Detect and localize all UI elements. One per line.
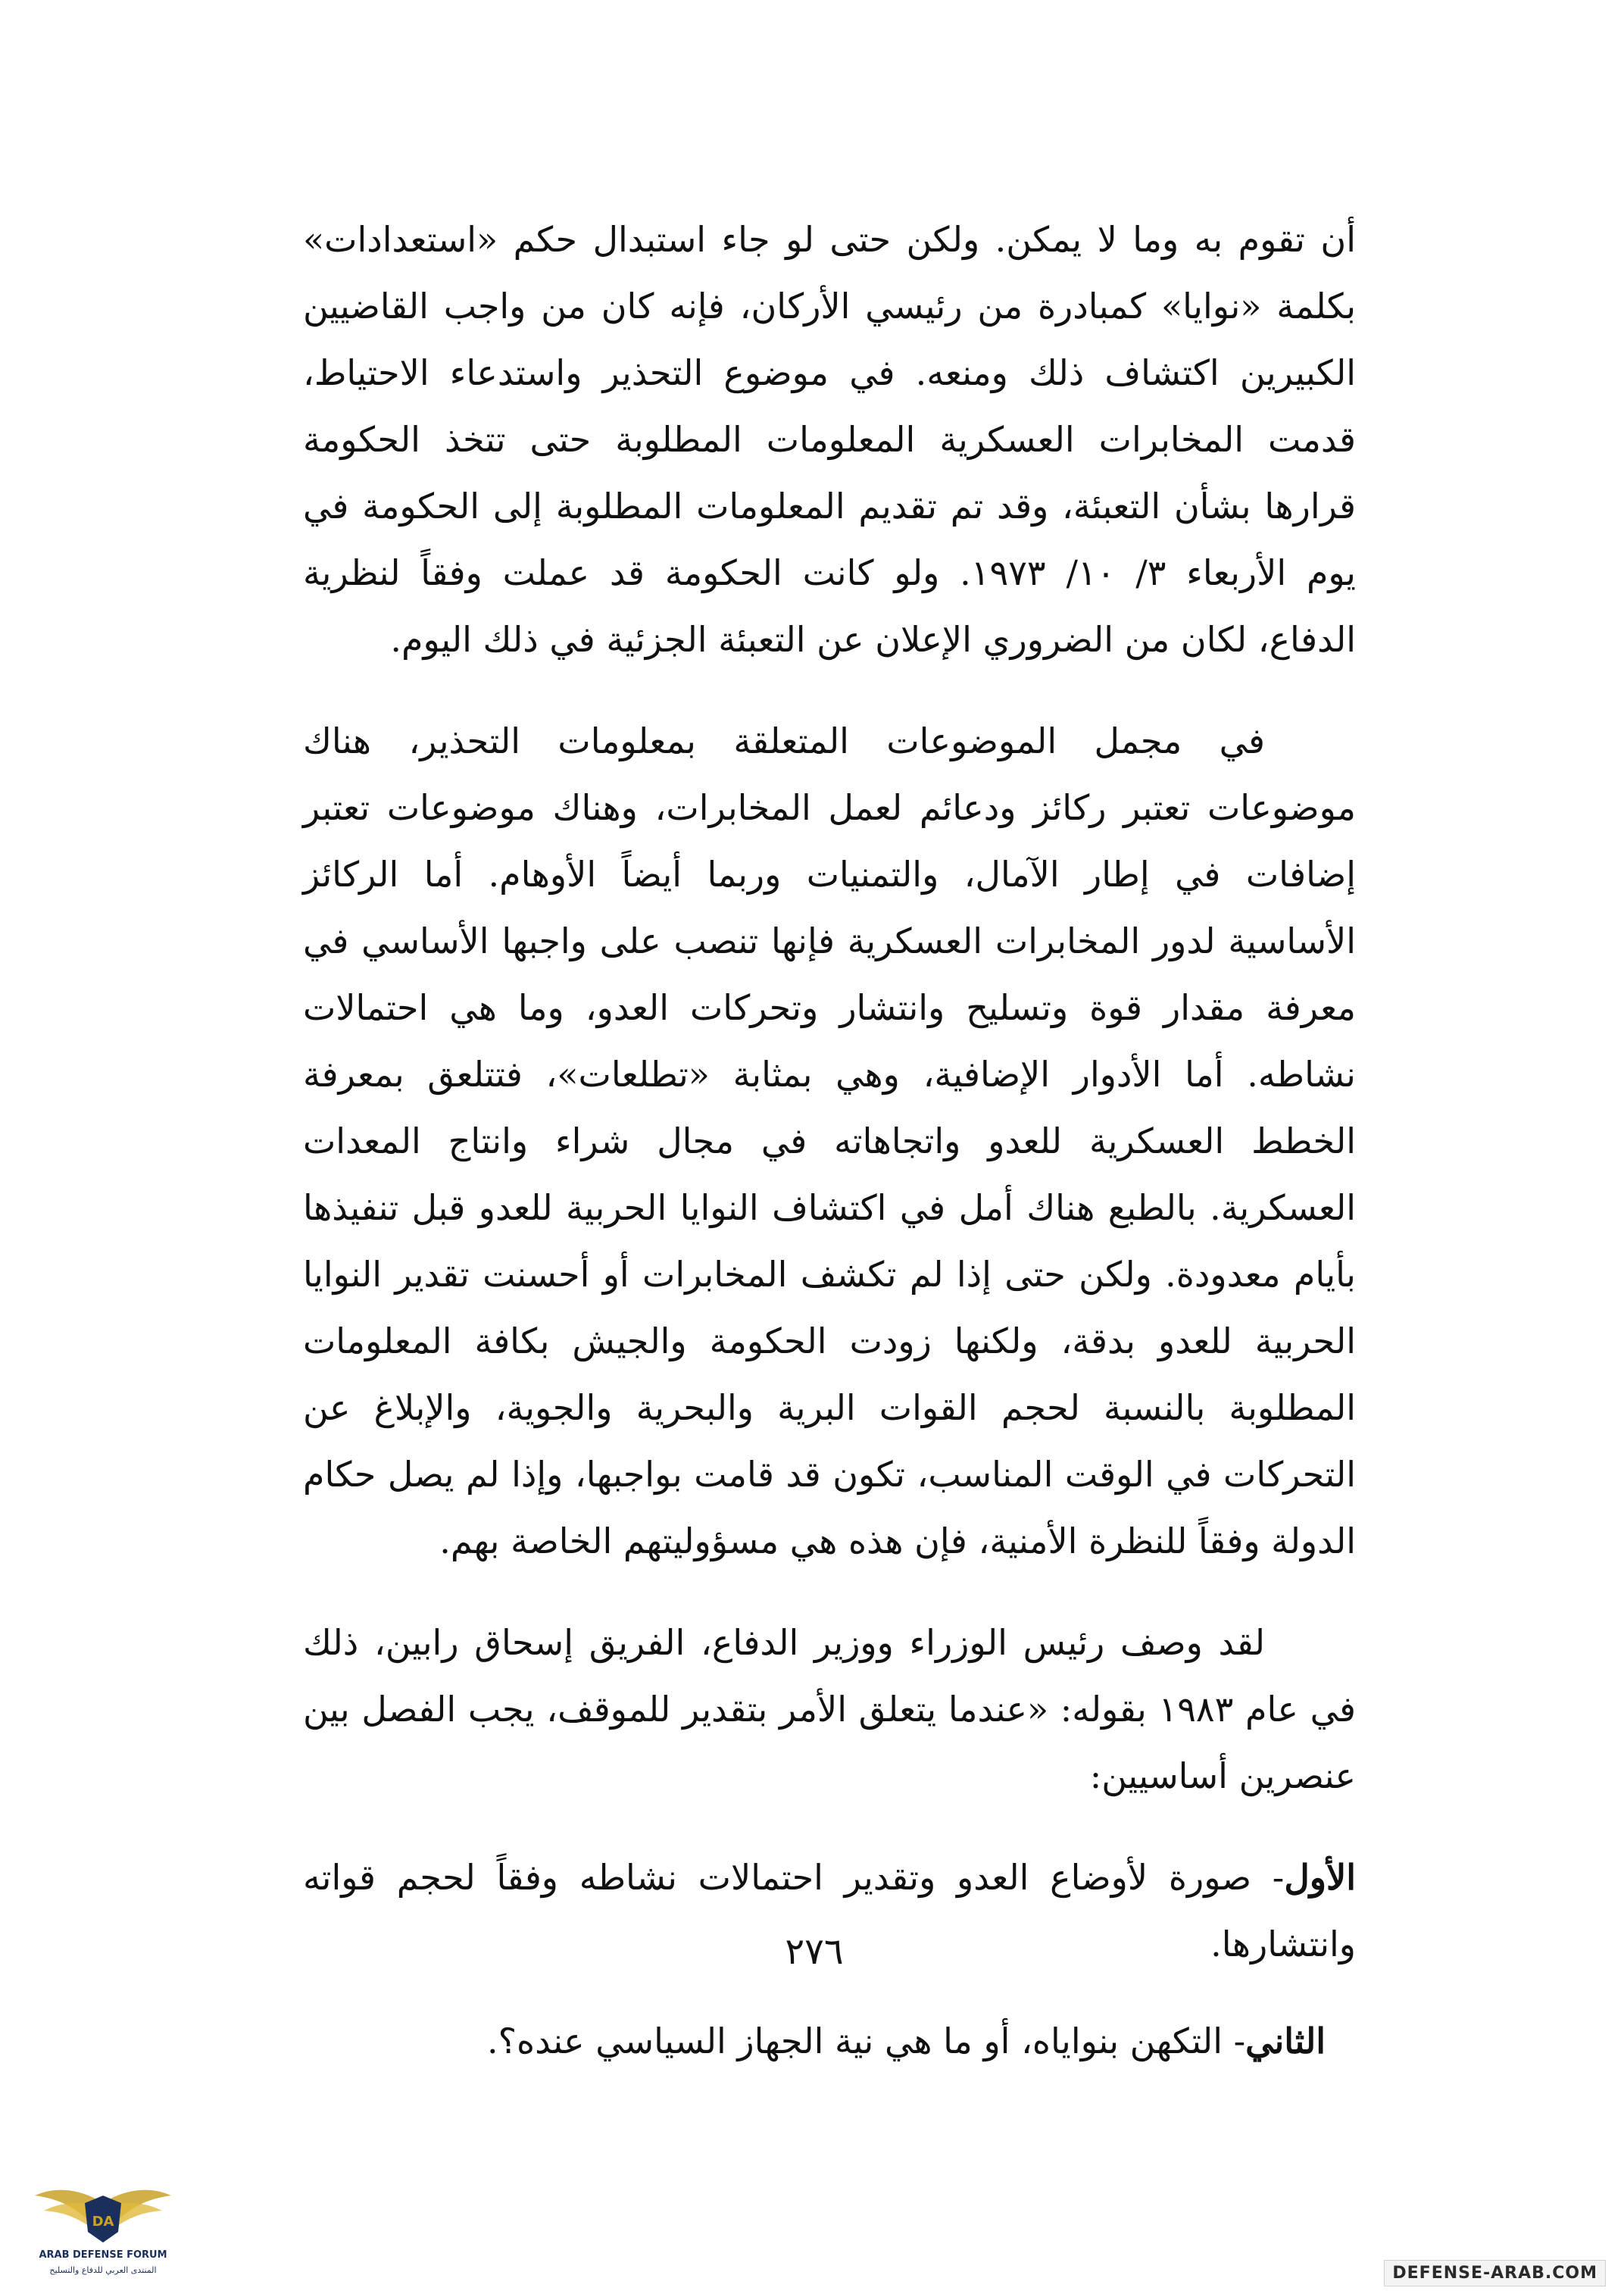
eagle-logo-icon <box>27 2173 179 2285</box>
list-item-second <box>303 2008 1356 2074</box>
list-item-term: الثاني <box>1245 2021 1326 2061</box>
page-body <box>303 206 1356 2105</box>
list-item-text: - صورة لأوضاع العدو وتقدير احتمالات نشاطه وفقاً لحجم قواته وانتشارها. <box>303 1857 1356 1964</box>
list-item-text: - التكهن بنواياه، أو ما هي نية الجهاز السياسي عنده؟. <box>486 2021 1246 2061</box>
paragraph-1: أن تقوم به وما لا يمكن. ولكن حتى لو جاء استبدال حكم «استعدادات» بكلمة «نوايا» كمبادرة من رئيسي الأركان، فإنه كان من واجب القاضيين الكبيرين اكتشاف ذلك ومنعه. في موضوع التحذير واستدعاء الاحتياط، قدمت المخابرات العسكرية المعلومات المطلوبة حتى تتخذ الحكومة قرارها بشأن التعبئة، وقد تم تقديم المعلومات المطلوبة إلى الحكومة في يوم الأربعاء ٣/ ١٠/ ١٩٧٣. ولو كانت الحكومة قد عملت وفقاً لنظرية الدفاع، لكان من الضروري الإعلان عن التعبئة الجزئية في ذلك اليوم. <box>303 219 1356 660</box>
paragraph-2: في مجمل الموضوعات المتعلقة بمعلومات التحذير، هناك موضوعات تعتبر ركائز ودعائم لعمل المخابرات، وهناك موضوعات تعتبر إضافات في إطار الآمال، والتمنيات وربما أيضاً الأوهام. أما الركائز الأساسية لدور المخابرات العسكرية فإنها تنصب على واجبها الأساسي في معرفة مقدار قوة وتسليح وانتشار وتحركات العدو، وما هي احتمالات نشاطه. أما الأدوار الإضافية، وهي بمثابة «تطلعات»، فتتلعق بمعرفة الخطط العسكرية للعدو واتجاهاته في مجال شراء وانتاج المعدات العسكرية. بالطبع هناك أمل في اكتشاف النوايا الحربية للعدو قبل تنفيذها بأيام معدودة. ولكن حتى إذا لم تكشف المخابرات أو أحسنت تقدير النوايا الحربية للعدو بدقة، ولكنها زودت الحكومة والجيش بكافة المعلومات المطلوبة بالنسبة لحجم القوات البرية والبحرية والجوية، والإبلاغ عن التحركات في الوقت المناسب، تكون قد قامت بواجبها، وإذا لم يصل حكام الدولة وفقاً للنظرة الأمنية، فإن هذه هي مسؤوليتهم الخاصة بهم. <box>303 720 1356 1561</box>
svg-text:DA: DA <box>92 2214 114 2230</box>
list-item-term: الأول <box>1284 1857 1356 1898</box>
page-number: ٢٧٦ <box>785 1930 844 1973</box>
svg-text:المنتدى العربي للدفاع والتسليح: المنتدى العربي للدفاع والتسليح <box>49 2265 157 2275</box>
site-url-watermark: DEFENSE-ARAB.COM <box>1384 2260 1606 2286</box>
forum-logo <box>27 2173 179 2285</box>
paragraph-3: لقد وصف رئيس الوزراء ووزير الدفاع، الفريق إسحاق رابين، ذلك في عام ١٩٨٣ بقوله: «عندما يتعلق الأمر بتقدير للموقف، يجب الفصل بين عنصرين أساسيين: <box>303 1622 1356 1796</box>
svg-text:ARAB DEFENSE FORUM: ARAB DEFENSE FORUM <box>39 2249 167 2261</box>
